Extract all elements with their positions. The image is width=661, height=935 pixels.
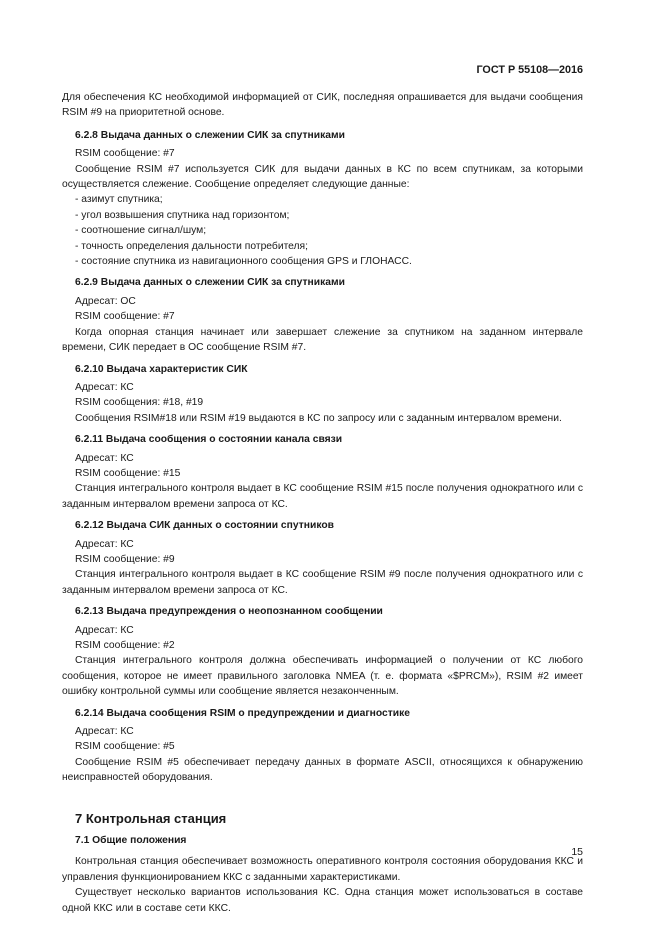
section-6-2-14-title: 6.2.14 Выдача сообщения RSIM о предупреждении и диагностике bbox=[75, 707, 410, 719]
section-6-2-13-title: 6.2.13 Выдача предупреждения о неопознанном сообщении bbox=[75, 606, 383, 618]
section-6-2-13-line2: RSIM сообщение: #2 bbox=[75, 640, 175, 651]
intro-paragraph: Для обеспечения КС необходимой информацией от СИК, последняя опрашивается для выдачи сообщения RSIM #9 на приоритетной основе. bbox=[62, 92, 583, 119]
section-6-2-8-line1: RSIM сообщение: #7 bbox=[75, 148, 175, 160]
section-6-2-8-item: - угол возвышения спутника над горизонтом; bbox=[75, 209, 290, 221]
section-6-2-13-line3: Станция интегрального контроля должна обеспечивать информацией о получении от КС любого сообщения, которое не имеет правильного заголовка NMEA (т. е. формата «$PRCM»), RSIM #2 имеет ошибку контрольной суммы или сообщение является незаконченным. bbox=[62, 655, 583, 698]
section-6-2-9-title: 6.2.9 Выдача данных о слежении СИК за спутниками bbox=[75, 277, 345, 289]
section-6-2-11-line3: Станция интегрального контроля выдает в КС сообщение RSIM #15 после получения однократного или с заданным интервалом времени запроса от КС. bbox=[62, 483, 583, 510]
section-6-2-8-item: - состояние спутника из навигационного сообщения GPS и ГЛОНАСС. bbox=[75, 256, 412, 268]
page-header: ГОСТ Р 55108—2016 bbox=[476, 64, 583, 76]
section-6-2-11-line1: Адресат: КС bbox=[75, 452, 134, 464]
section-7-1-title: 7.1 Общие положения bbox=[75, 835, 187, 847]
section-6-2-8-item: - азимут спутника; bbox=[75, 194, 163, 206]
section-6-2-12-line2: RSIM сообщение: #9 bbox=[75, 553, 175, 565]
section-6-2-9-line1: Адресат: ОС bbox=[75, 295, 136, 307]
section-6-2-8-line2: Сообщение RSIM #7 используется СИК для выдачи данных в КС по всем спутникам, за которыми осуществляется слежение. Сообщение определяет следующие данные: bbox=[62, 163, 583, 191]
section-6-2-11-line2: RSIM сообщение: #15 bbox=[75, 467, 181, 479]
section-6-2-9-line2: RSIM сообщение: #7 bbox=[75, 311, 175, 323]
section-7-title: 7 Контрольная станция bbox=[75, 810, 227, 826]
section-6-2-13-line1: Адресат: КС bbox=[75, 624, 134, 636]
section-6-2-14-line3: Сообщение RSIM #5 обеспечивает передачу данных в формате ASCII, относящихся к обнаружению неисправностей оборудования. bbox=[62, 756, 583, 784]
section-6-2-10-line1: Адресат: КС bbox=[75, 381, 134, 393]
section-6-2-10-line3: Сообщения RSIM#18 или RSIM #19 выдаются в КС по запросу или с заданным интервалом времени. bbox=[75, 412, 562, 424]
section-7-1-paragraph1: Контрольная станция обеспечивает возможность оперативного контроля состояния оборудования ККС и управления функционированием ККС с заданными характеристиками. bbox=[62, 856, 583, 883]
section-6-2-12-line1: Адресат: КС bbox=[75, 538, 134, 550]
document-body bbox=[62, 90, 583, 916]
page-number: 15 bbox=[571, 846, 583, 858]
section-6-2-10-line2: RSIM сообщения: #18, #19 bbox=[75, 397, 204, 409]
section-6-2-8-item: - точность определения дальности потребителя; bbox=[75, 240, 308, 252]
section-6-2-10-title: 6.2.10 Выдача характеристик СИК bbox=[75, 363, 248, 375]
section-6-2-14-line1: Адресат: КС bbox=[75, 726, 134, 738]
section-6-2-9-line3: Когда опорная станция начинает или завершает слежение за спутником на заданном интервале времени, СИК передает в ОС сообщение RSIM #7. bbox=[62, 326, 583, 354]
section-6-2-8-item: - соотношение сигнал/шум; bbox=[75, 225, 207, 237]
section-6-2-12-title: 6.2.12 Выдача СИК данных о состоянии спутников bbox=[75, 520, 334, 532]
section-6-2-12-line3: Станция интегрального контроля выдает в КС сообщение RSIM #9 после получения однократного или с заданным интервалом времени запроса от КС. bbox=[62, 569, 583, 596]
section-6-2-8-title: 6.2.8 Выдача данных о слежении СИК за спутниками bbox=[75, 129, 345, 141]
section-6-2-14-line2: RSIM сообщение: #5 bbox=[75, 741, 175, 753]
section-7-1-paragraph2: Существует несколько вариантов использования КС. Одна станция может использоваться в составе одной ККС или в составе сети ККС. bbox=[62, 887, 583, 914]
section-6-2-11-title: 6.2.11 Выдача сообщения о состоянии канала связи bbox=[75, 434, 343, 446]
